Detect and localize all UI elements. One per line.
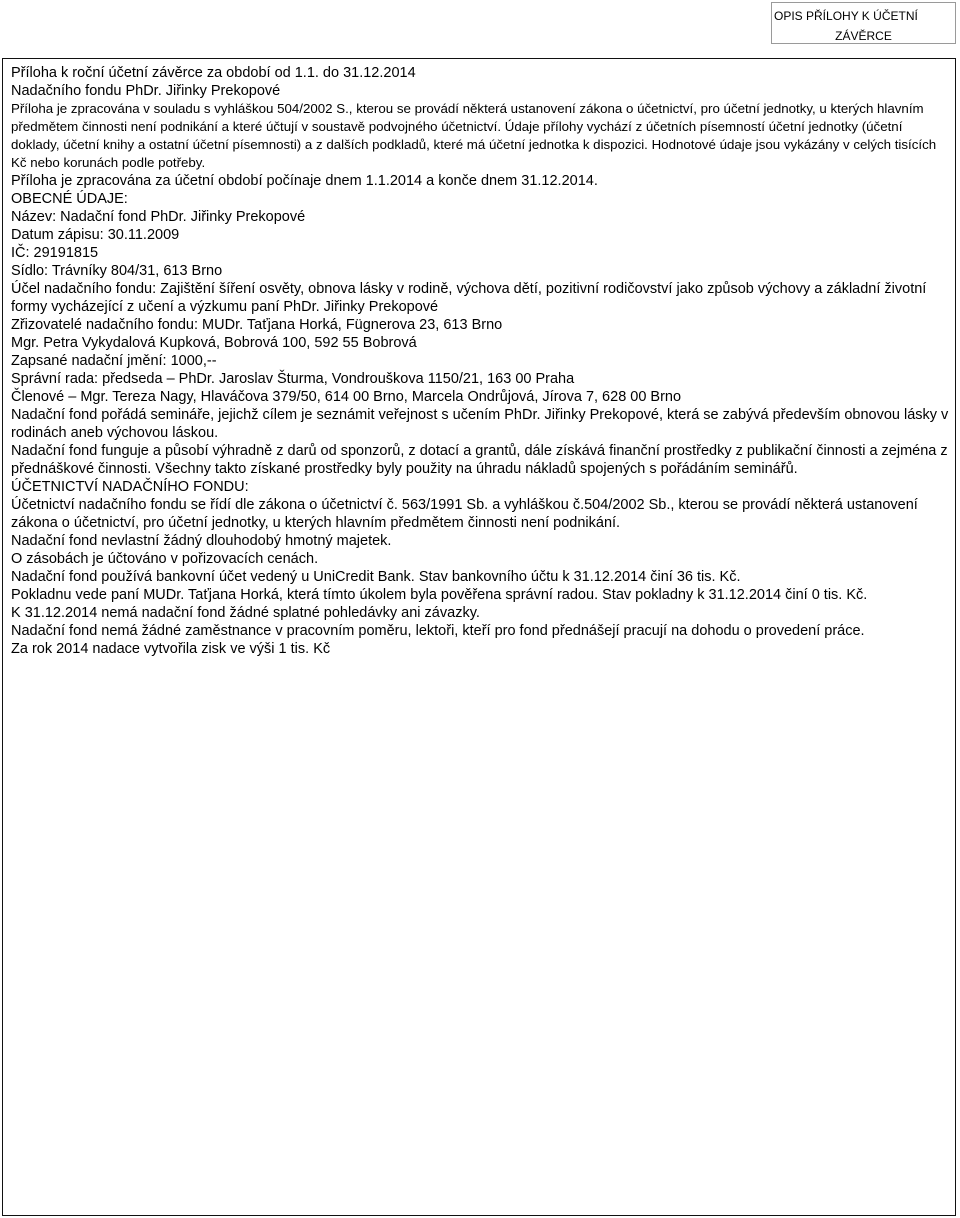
document-body (11, 64, 953, 658)
board-chair-line: Správní rada: předseda – PhDr. Jaroslav Šturma, Vondrouškova 1150/21, 163 00 Praha (11, 371, 575, 387)
document-type-box (771, 2, 956, 44)
funding-paragraph: Nadační fond funguje a působí výhradně z darů od sponzorů, z dotací a grantů, dále získává finanční prostředky z publikační činnosti a zejména z přednáškové činnosti. Všechny takto získané prostředky byly použity na úhradu nákladů spojených s pořádáním seminářů. (11, 443, 948, 477)
inventory-line: O zásobách je účtováno v pořizovacích cenách. (11, 551, 319, 567)
report-title: Příloha k roční účetní závěrce za období od 1.1. do 31.12.2014 (11, 65, 416, 81)
employees-paragraph: Nadační fond nemá žádné zaměstnance v pracovním poměru, lektoři, kteří pro fond přednášejí pracují na dohodu o provedení práce. (11, 623, 865, 639)
cash-desk-paragraph: Pokladnu vede paní MUDr. Taťjana Horká, která tímto úkolem byla pověřena správní radou. Stav pokladny k 31.12.2014 činí 0 tis. Kč. (11, 587, 868, 603)
accounting-period-line: Příloha je zpracována za účetní období počínaje dnem 1.1.2014 a konče dnem 31.12.2014. (11, 173, 598, 189)
bank-account-line: Nadační fond používá bankovní účet vedený u UniCredit Bank. Stav bankovního účtu k 31.12.2014 činí 36 tis. Kč. (11, 569, 741, 585)
document-type-line-1: OPIS PŘÍLOHY K ÚČETNÍ (774, 9, 918, 23)
registration-date-line: Datum zápisu: 30.11.2009 (11, 227, 180, 243)
accounting-law-paragraph: Účetnictví nadačního fondu se řídí dle zákona o účetnictví č. 563/1991 Sb. a vyhláškou č.504/2002 Sb., kterou se provádí některá ustanovení zákona o účetnictví, pro účetní jednotky, u kterých hlavním předmětem činnosti není podnikání. (11, 497, 918, 531)
founder-second-line: Mgr. Petra Vykydalová Kupková, Bobrová 100, 592 55 Bobrová (11, 335, 417, 351)
document-type-line-2: ZÁVĚRCE (835, 29, 892, 43)
founders-line: Zřizovatelé nadačního fondu: MUDr. Taťjana Horká, Fügnerova 23, 613 Brno (11, 317, 503, 333)
registered-capital-line: Zapsané nadační jmění: 1000,-- (11, 353, 217, 369)
seminars-paragraph: Nadační fond pořádá semináře, jejichž cílem je seznámit veřejnost s učením PhDr. Jiřinky Prekopové, která se zabývá především obnovou lásky v rodinách aneb výchovou láskou. (11, 407, 949, 441)
address-line: Sídlo: Trávníky 804/31, 613 Brno (11, 263, 223, 279)
fund-name-heading: Nadačního fondu PhDr. Jiřinky Prekopové (11, 83, 281, 99)
accounting-heading: ÚČETNICTVÍ NADAČNÍHO FONDU: (11, 479, 249, 495)
general-info-heading: OBECNÉ ÚDAJE: (11, 191, 128, 207)
legal-basis-paragraph: Příloha je zpracována v souladu s vyhláškou 504/2002 S., kterou se provádí některá ustanovení zákona o účetnictví, pro účetní jednotky, u kterých hlavním předmětem činnosti není podnikání a které účtují v soustavě podvojného účetnictví. Údaje přílohy vychází z účetních písemností účetní jednotky (účetní doklady, účetní knihy a ostatní účetní písemnosti) a z dalších podkladů, které má účetní jednotka k dispozici. Hodnotové údaje jsou vykázány v celých tisících Kč nebo korunách podle potřeby. (11, 101, 937, 170)
assets-line: Nadační fond nevlastní žádný dlouhodobý hmotný majetek. (11, 533, 392, 549)
fund-name-line: Název: Nadační fond PhDr. Jiřinky Prekopové (11, 209, 306, 225)
board-members-line: Členové – Mgr. Tereza Nagy, Hlaváčova 379/50, 614 00 Brno, Marcela Ondrůjová, Jírova 7, 628 00 Brno (11, 389, 682, 405)
fund-purpose-paragraph: Účel nadačního fondu: Zajištění šíření osvěty, obnova lásky v rodině, výchova dětí, pozitivní rodičovství jako způsob výchovy a základní životní formy vycházející z učení a výzkumu paní PhDr. Jiřinky Prekopové (11, 281, 927, 315)
company-id-line: IČ: 29191815 (11, 245, 99, 261)
receivables-line: K 31.12.2014 nemá nadační fond žádné splatné pohledávky ani závazky. (11, 605, 480, 621)
profit-line: Za rok 2014 nadace vytvořila zisk ve výši 1 tis. Kč (11, 641, 331, 657)
